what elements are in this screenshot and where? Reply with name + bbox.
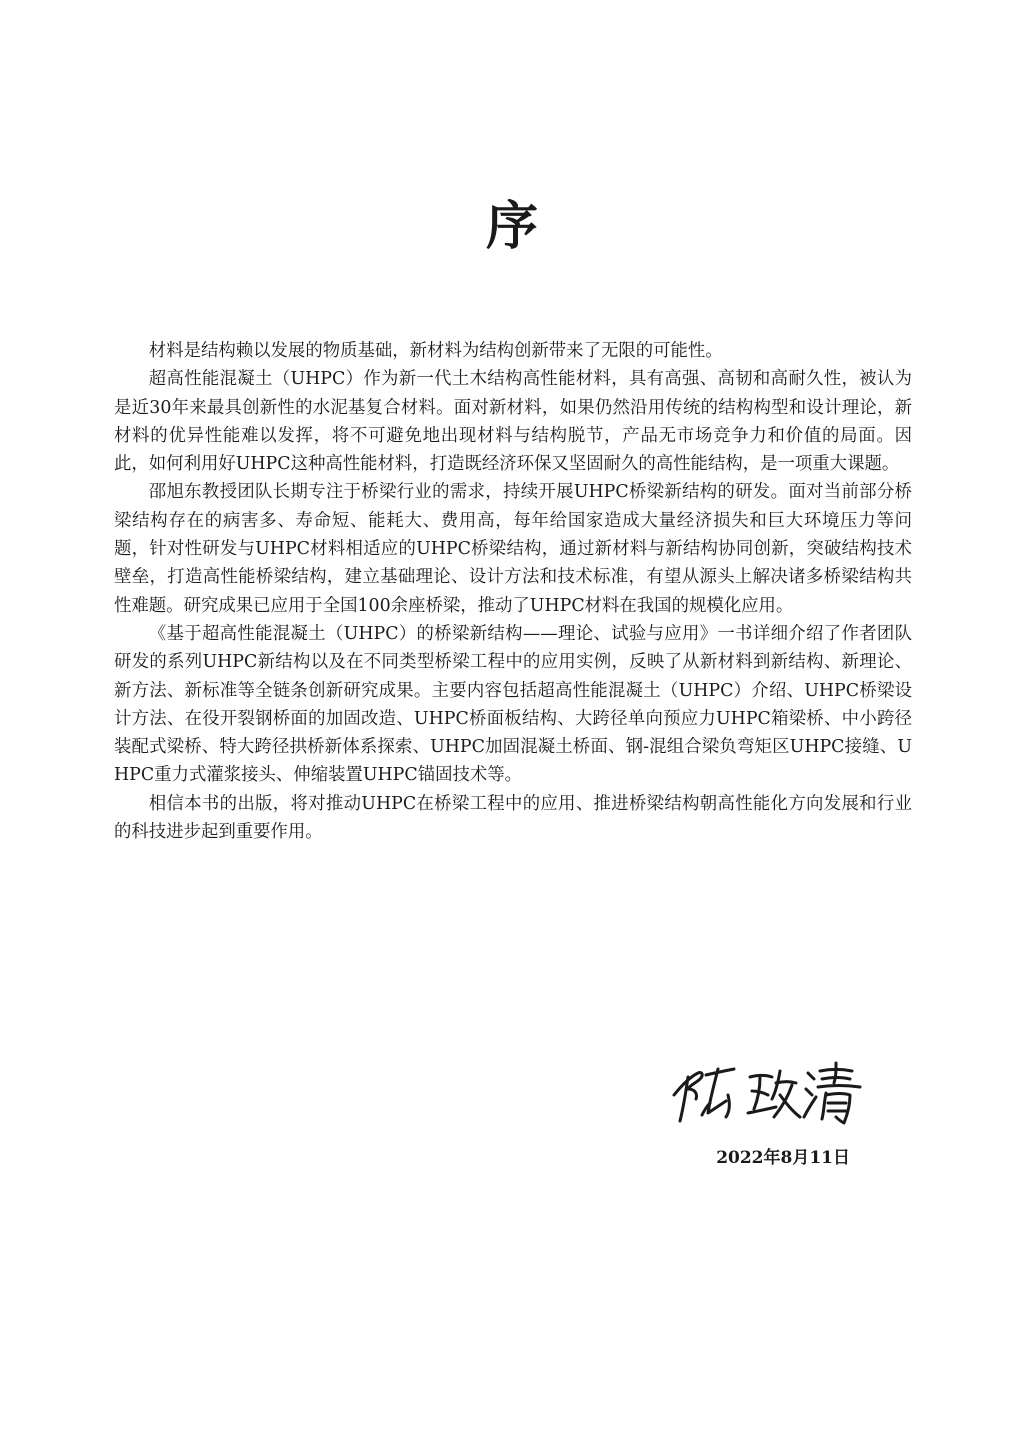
signing-date: 2022年8月11日 — [716, 1148, 850, 1168]
handwritten-signature-icon — [668, 1055, 868, 1130]
paragraph-2: 超高性能混凝土（UHPC）作为新一代土木结构高性能材料，具有高强、高韧和高耐久性，被认为是近30年来最具创新性的水泥基复合材料。面对新材料，如果仍然沿用传统的结构构型和设计理论，新材料的优异性能难以发挥，将不可避免地出现材料与结构脱节，产品无市场竞争力和价值的局面。因此，如何利用好UHPC这种高性能材料，打造既经济环保又坚固耐久的高性能结构，是一项重大课题。 — [114, 369, 912, 475]
paragraph-3: 邵旭东教授团队长期专注于桥梁行业的需求，持续开展UHPC桥梁新结构的研发。面对当前部分桥梁结构存在的病害多、寿命短、能耗大、费用高，每年给国家造成大量经济损失和巨大环境压力等问题，针对性研发与UHPC材料相适应的UHPC桥梁结构，通过新材料与新结构协同创新，突破结构技术壁垒，打造高性能桥梁结构，建立基础理论、设计方法和技术标准，有望从源头上解决诸多桥梁结构共性难题。研究成果已应用于全国100余座桥梁，推动了UHPC材料在我国的规模化应用。 — [114, 482, 912, 616]
paragraph-1: 材料是结构赖以发展的物质基础，新材料为结构创新带来了无限的可能性。 — [148, 341, 723, 361]
preface-body — [114, 337, 912, 846]
page-title: 序 — [485, 196, 538, 257]
paragraph-5: 相信本书的出版，将对推动UHPC在桥梁工程中的应用、推进桥梁结构朝高性能化方向发展和行业的科技进步起到重要作用。 — [114, 793, 912, 843]
signature-strokes — [668, 1055, 868, 1130]
paragraph-4: 《基于超高性能混凝土（UHPC）的桥梁新结构——理论、试验与应用》一书详细介绍了作者团队研发的系列UHPC新结构以及在不同类型桥梁工程中的应用实例，反映了从新材料到新结构、新理论、新方法、新标准等全链条创新研究成果。主要内容包括超高性能混凝土（UHPC）介绍、UHPC桥梁设计方法、在役开裂钢桥面的加固改造、UHPC桥面板结构、大跨径单向预应力UHPC箱梁桥、中小跨径装配式梁桥、特大跨径拱桥新体系探索、UHPC加固混凝土桥面、钢-混组合梁负弯矩区UHPC接缝、UHPC重力式灌浆接头、伸缩装置UHPC锚固技术等。 — [114, 623, 912, 786]
